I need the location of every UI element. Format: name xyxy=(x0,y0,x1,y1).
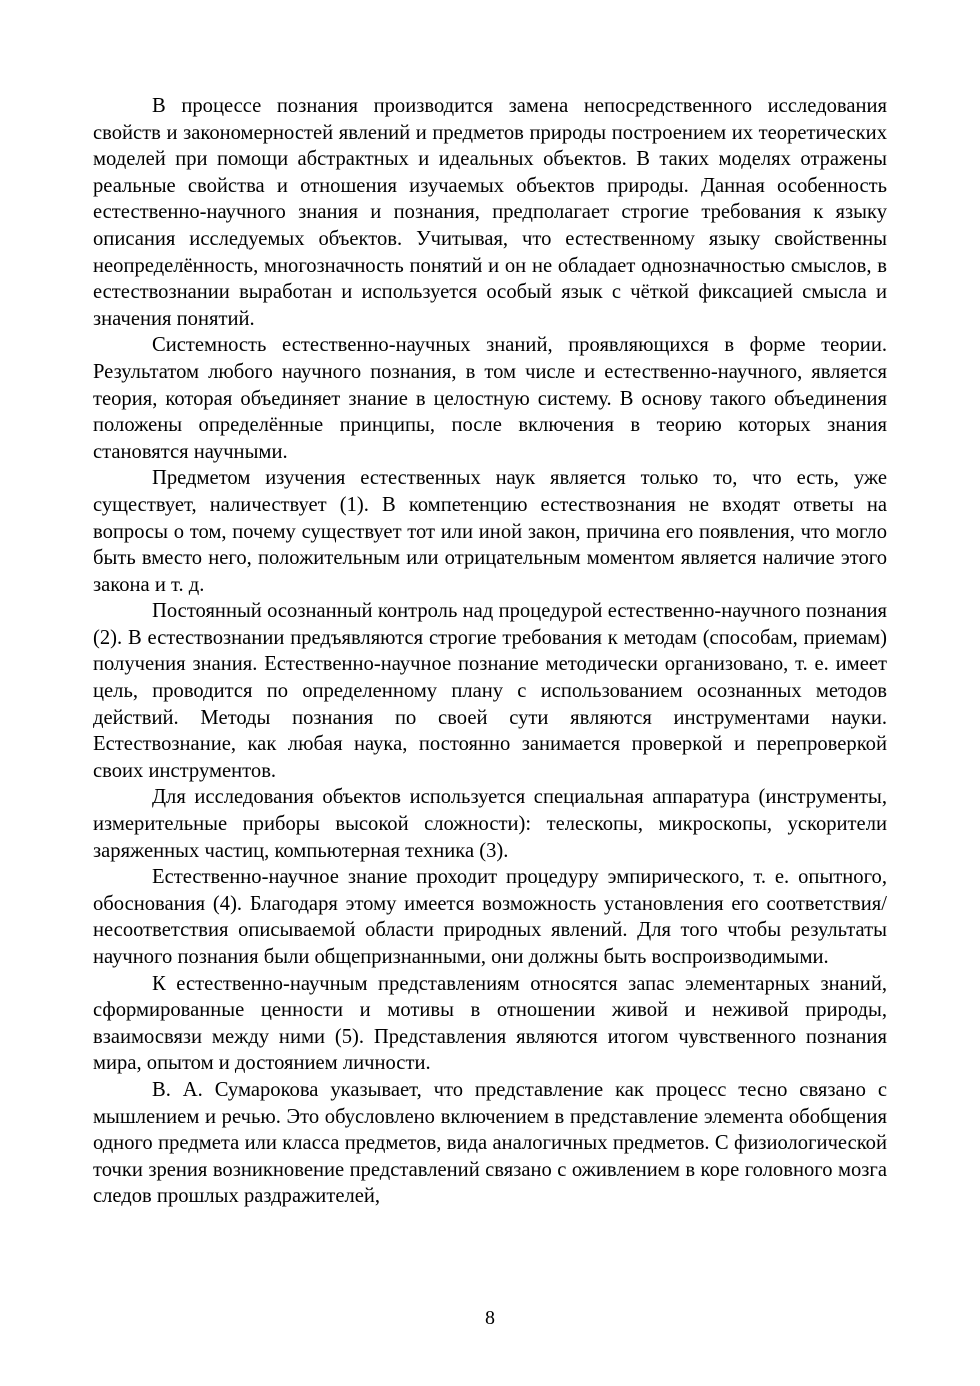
paragraph-conscious-control: Постоянный осознанный контроль над процедурой естественно-научного познания (2). В естествознании предъявляются строгие требования к методам (способам, приемам) получения знания. Естественно-научное познание методически организовано, т. е. имеет цель, проводится по определенному плану с использованием осознанных методов действий. Методы познания по своей сути являются инструментами науки. Естествознание, как любая наука, постоянно занимается проверкой и перепроверкой своих инструментов. xyxy=(93,600,887,782)
paragraph-sumarokova: В. А. Сумарокова указывает, что представление как процесс тесно связано с мышлением и речью. Это обусловлено включением в представление элемента обобщения одного предмета или класса предметов, вида аналогичных предметов. С физиологической точки зрения возникновение представлений связано с оживлением в коре головного мозга следов прошлых раздражителей, xyxy=(93,1078,887,1208)
paragraph-subject-of-study: Предметом изучения естественных наук является только то, что есть, уже существует, наличествует (1). В компетенцию естествознания не входят ответы на вопросы о том, почему существует тот или иной закон, причина его появления, что могло быть вместо него, положительным или отрицательным моментом является наличие этого закона и т. д. xyxy=(93,467,887,596)
paragraph-knowledge-modeling: В процессе познания производится замена непосредственного исследования свойств и закономерностей явлений и предметов природы построением их теоретических моделей при помощи абстрактных и идеальных объектов. В таких моделях отражены реальные свойства и отношения изучаемых объектов природы. Данная особенность естественно-научного знания и познания, предполагает строгие требования к языку описания исследуемых объектов. Учитывая, что естественному языку свойственны неопределённость, многозначность понятий и он не обладает однозначностью смыслов, в естествознании выработан и используется особый язык с чёткой фиксацией смысла и значения понятий. xyxy=(93,95,887,330)
page-body xyxy=(93,93,887,1210)
paragraph-natural-science-concepts: К естественно-научным представлениям относятся запас элементарных знаний, сформированные ценности и мотивы в отношении живой и неживой природы, взаимосвязи между ними (5). Представления являются итогом чувственного познания мира, опытом и достоянием личности. xyxy=(93,972,887,1075)
paragraph-systemic-knowledge: Системность естественно-научных знаний, проявляющихся в форме теории. Результатом любого научного познания, в том числе и естественно-научного, является теория, которая объединяет знание в целостную систему. В основу такого объединения положены определённые принципы, после включения в теорию которых знания становятся научными. xyxy=(93,334,887,463)
paragraph-special-equipment: Для исследования объектов используется специальная аппаратура (инструменты, измерительные приборы высокой сложности): телескопы, микроскопы, ускорители заряженных частиц, компьютерная техника (3). xyxy=(93,786,887,862)
page-number: 8 xyxy=(485,1307,495,1329)
paragraph-empirical-justification: Естественно-научное знание проходит процедуру эмпирического, т. е. опытного, обоснования (4). Благодаря этому имеется возможность установления его соответствия/несоответствия описываемой области природных явлений. Для того чтобы результаты научного познания были общепризнанными, они должны быть воспроизводимыми. xyxy=(93,866,887,968)
